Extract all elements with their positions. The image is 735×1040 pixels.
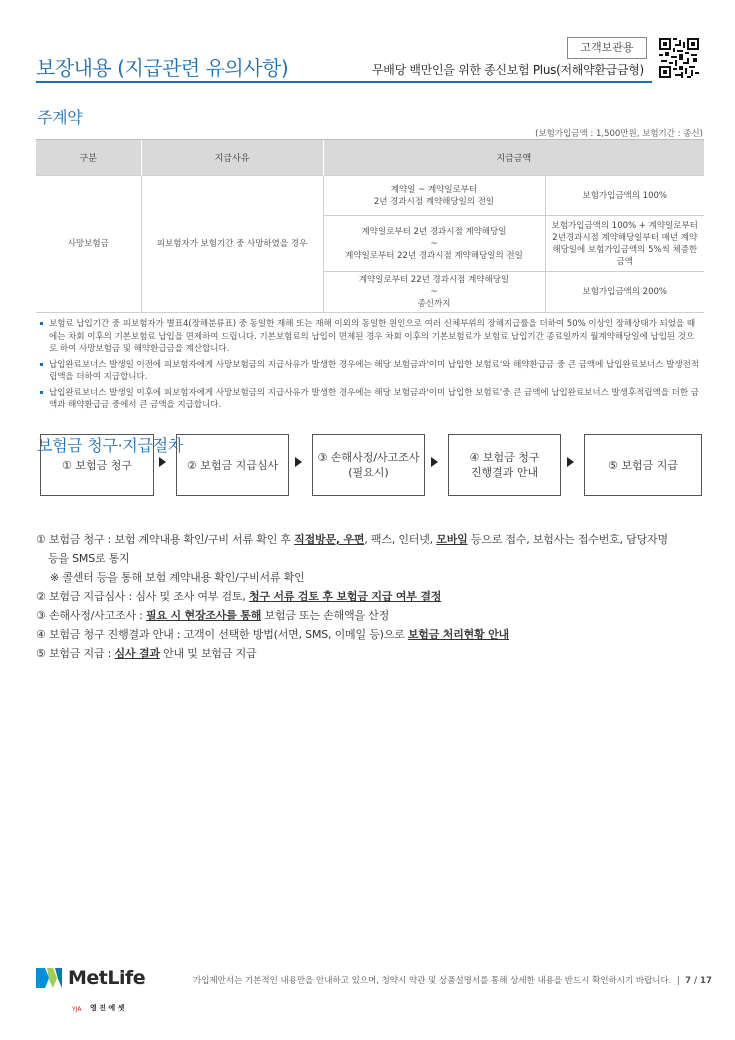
list-item: [40, 359, 700, 384]
period-line: 계약일로부터 22년 경과시점 계약해당일: [358, 275, 510, 285]
step-label: ④ 보험금 청구: [469, 451, 540, 464]
procedure-title: 보험금 청구·지급절차: [37, 436, 183, 455]
arrow-right-icon: [295, 457, 302, 467]
arrow-right-icon: [159, 457, 166, 467]
main-contract-title: 주계약: [37, 108, 83, 127]
page-number: 7 / 17: [685, 976, 712, 986]
period-line: ~: [430, 238, 438, 249]
note-text: 보험료 납입기간 중 피보험자가 별표4(장해분류표) 중 동일한 재해 또는 재해 이외의 동일한 원인으로 여러 신체부위의 장해지급률을 더하여 50% 이상인 장해상태가 되었을 때에는 차회 이후의 기본보험료 납입을 면제하여 드립니다. 기본보험료의 납입이 면제된 경우 차회 이후의 기본보험료가 보험료 납입기간 종료일까지 월계약해당일에 납입된 것으로 하여 사망보험금 및 해약환급금을 계산합니다.: [49, 319, 696, 354]
amount-cell: 보험가입금액의 100%: [545, 176, 704, 216]
coverage-note: (보험가입금액 : 1,500만원, 보험기간 : 종신): [535, 129, 703, 139]
metlife-mark-icon: [36, 965, 62, 991]
footer-disclaimer: 가입제안서는 기본적인 내용만을 안내하고 있으며, 청약시 약관 및 상품설명서를 통해 상세한 내용을 반드시 확인하시기 바랍니다. | 7 / 17: [193, 976, 712, 986]
page-title: 보장내용 (지급관련 유의사항): [36, 56, 289, 80]
procedure-item-cont: 등을 SMS로 통지: [48, 552, 130, 565]
product-name: 무배당 백만인을 위한 종신보험 Plus(저해약환급금형): [372, 63, 644, 77]
table-row: [36, 176, 704, 216]
period-line: 계약일 ~ 계약일로부터: [390, 184, 478, 195]
header-amount: 지급금액: [323, 140, 704, 176]
bullet-icon: [40, 391, 43, 394]
step-4-box: [448, 434, 561, 496]
step-1-box: [40, 434, 154, 496]
bullet-icon: [40, 322, 43, 325]
period-line: ~: [430, 287, 438, 297]
agency-logo: [72, 1002, 124, 1014]
step-3-box: [312, 434, 425, 496]
list-item: [40, 318, 700, 356]
customer-copy-tag: 고객보관용: [567, 37, 647, 59]
procedure-note: ※ 콜센터 등을 통해 보험 계약내용 확인/구비서류 확인: [50, 571, 305, 584]
qr-code-icon: [659, 38, 699, 78]
period-line: 2년 경과시점 계약해당일의 전일: [373, 196, 495, 207]
benefit-table: [36, 139, 704, 313]
list-item: [40, 387, 700, 412]
arrow-right-icon: [431, 457, 438, 467]
step-2-box: [176, 434, 289, 496]
reason-cell: 피보험자가 보험기간 중 사망하였을 경우: [141, 176, 323, 313]
procedure-item: ② 보험금 지급심사 : 심사 및 조사 여부 검토, 청구 서류 검토 후 보험금 지급 여부 결정: [36, 590, 442, 603]
step-5-box: [584, 434, 702, 496]
step-sublabel: (필요시): [348, 466, 389, 479]
period-cell: [323, 216, 545, 272]
step-label: ② 보험금 지급심사: [186, 458, 279, 472]
agency-name: 영 진 에 셋: [90, 1004, 125, 1012]
procedure-item: ① 보험금 청구 : 보험 계약내용 확인/구비 서류 확인 후 직접방문, 우편, 팩스, 인터넷, 모바일 등으로 접수, 보험사는 접수번호, 담당자명: [36, 533, 668, 546]
procedure-details: [36, 530, 701, 663]
procedure-item: ⑤ 보험금 지급 : 심사 결과 안내 및 보험금 지급: [36, 647, 257, 660]
procedure-item: ③ 손해사정/사고조사 : 필요 시 현장조사를 통해 보험금 또는 손해액을 산정: [36, 609, 390, 622]
step-label: ③ 손해사정/사고조사: [317, 451, 420, 464]
svg-text:YJA: YJA: [72, 1006, 82, 1013]
arrow-right-icon: [567, 457, 574, 467]
amount-cell: 보험가입금액의 200%: [545, 272, 704, 313]
note-text: 납입완료보너스 발생일 이전에 피보험자에게 사망보험금의 지급사유가 발생한 경우에는 해당 보험금과'이미 납입한 보험료'와 해약환급금 중 큰 금액에 납입완료보너스 발생전적립액을 더하여 지급합니다.: [49, 359, 700, 382]
table-header-row: [36, 140, 704, 176]
category-cell: 사망보험금: [36, 176, 141, 313]
period-cell: [323, 272, 545, 313]
metlife-logo: [36, 963, 148, 993]
amount-cell: 보험가입금액의 100% + 계약일로부터 2년경과시점 계약해당일부터 매년 계약해당일에 보험가입금액의 5%씩 체증한 금액: [545, 216, 704, 272]
step-label: ⑤ 보험금 지급: [608, 458, 678, 472]
procedure-item: ④ 보험금 청구 진행결과 안내 : 고객이 선택한 방법(서면, SMS, 이메일 등)으로 보험금 처리현황 안내: [36, 628, 509, 641]
step-label: ① 보험금 청구: [62, 458, 132, 472]
agency-mark-icon: [72, 1002, 86, 1014]
header-reason: 지급사유: [141, 140, 323, 176]
bullet-icon: [40, 363, 43, 366]
note-text: 납입완료보너스 발생일 이후에 피보험자에게 사망보험금의 지급사유가 발생한 경우에는 해당 보험금과'이미 납입한 보험료'중 큰 금액에 납입완료보너스 발생후적립액을 더한 금액과 해약환급금 중에서 큰 금액을 지급합니다.: [49, 387, 700, 410]
header-divider: [36, 81, 652, 83]
header-category: 구분: [36, 140, 141, 176]
period-line: 계약일로부터 2년 경과시점 계약해당일: [361, 226, 507, 237]
metlife-wordmark: MetLife: [68, 967, 146, 989]
period-line: 종신까지: [417, 299, 451, 309]
step-sublabel: 진행결과 안내: [470, 466, 539, 479]
notes-list: [40, 318, 700, 415]
period-line: 계약일로부터 22년 경과시점 계약해당일의 전일: [345, 250, 523, 261]
period-cell: [323, 176, 545, 216]
